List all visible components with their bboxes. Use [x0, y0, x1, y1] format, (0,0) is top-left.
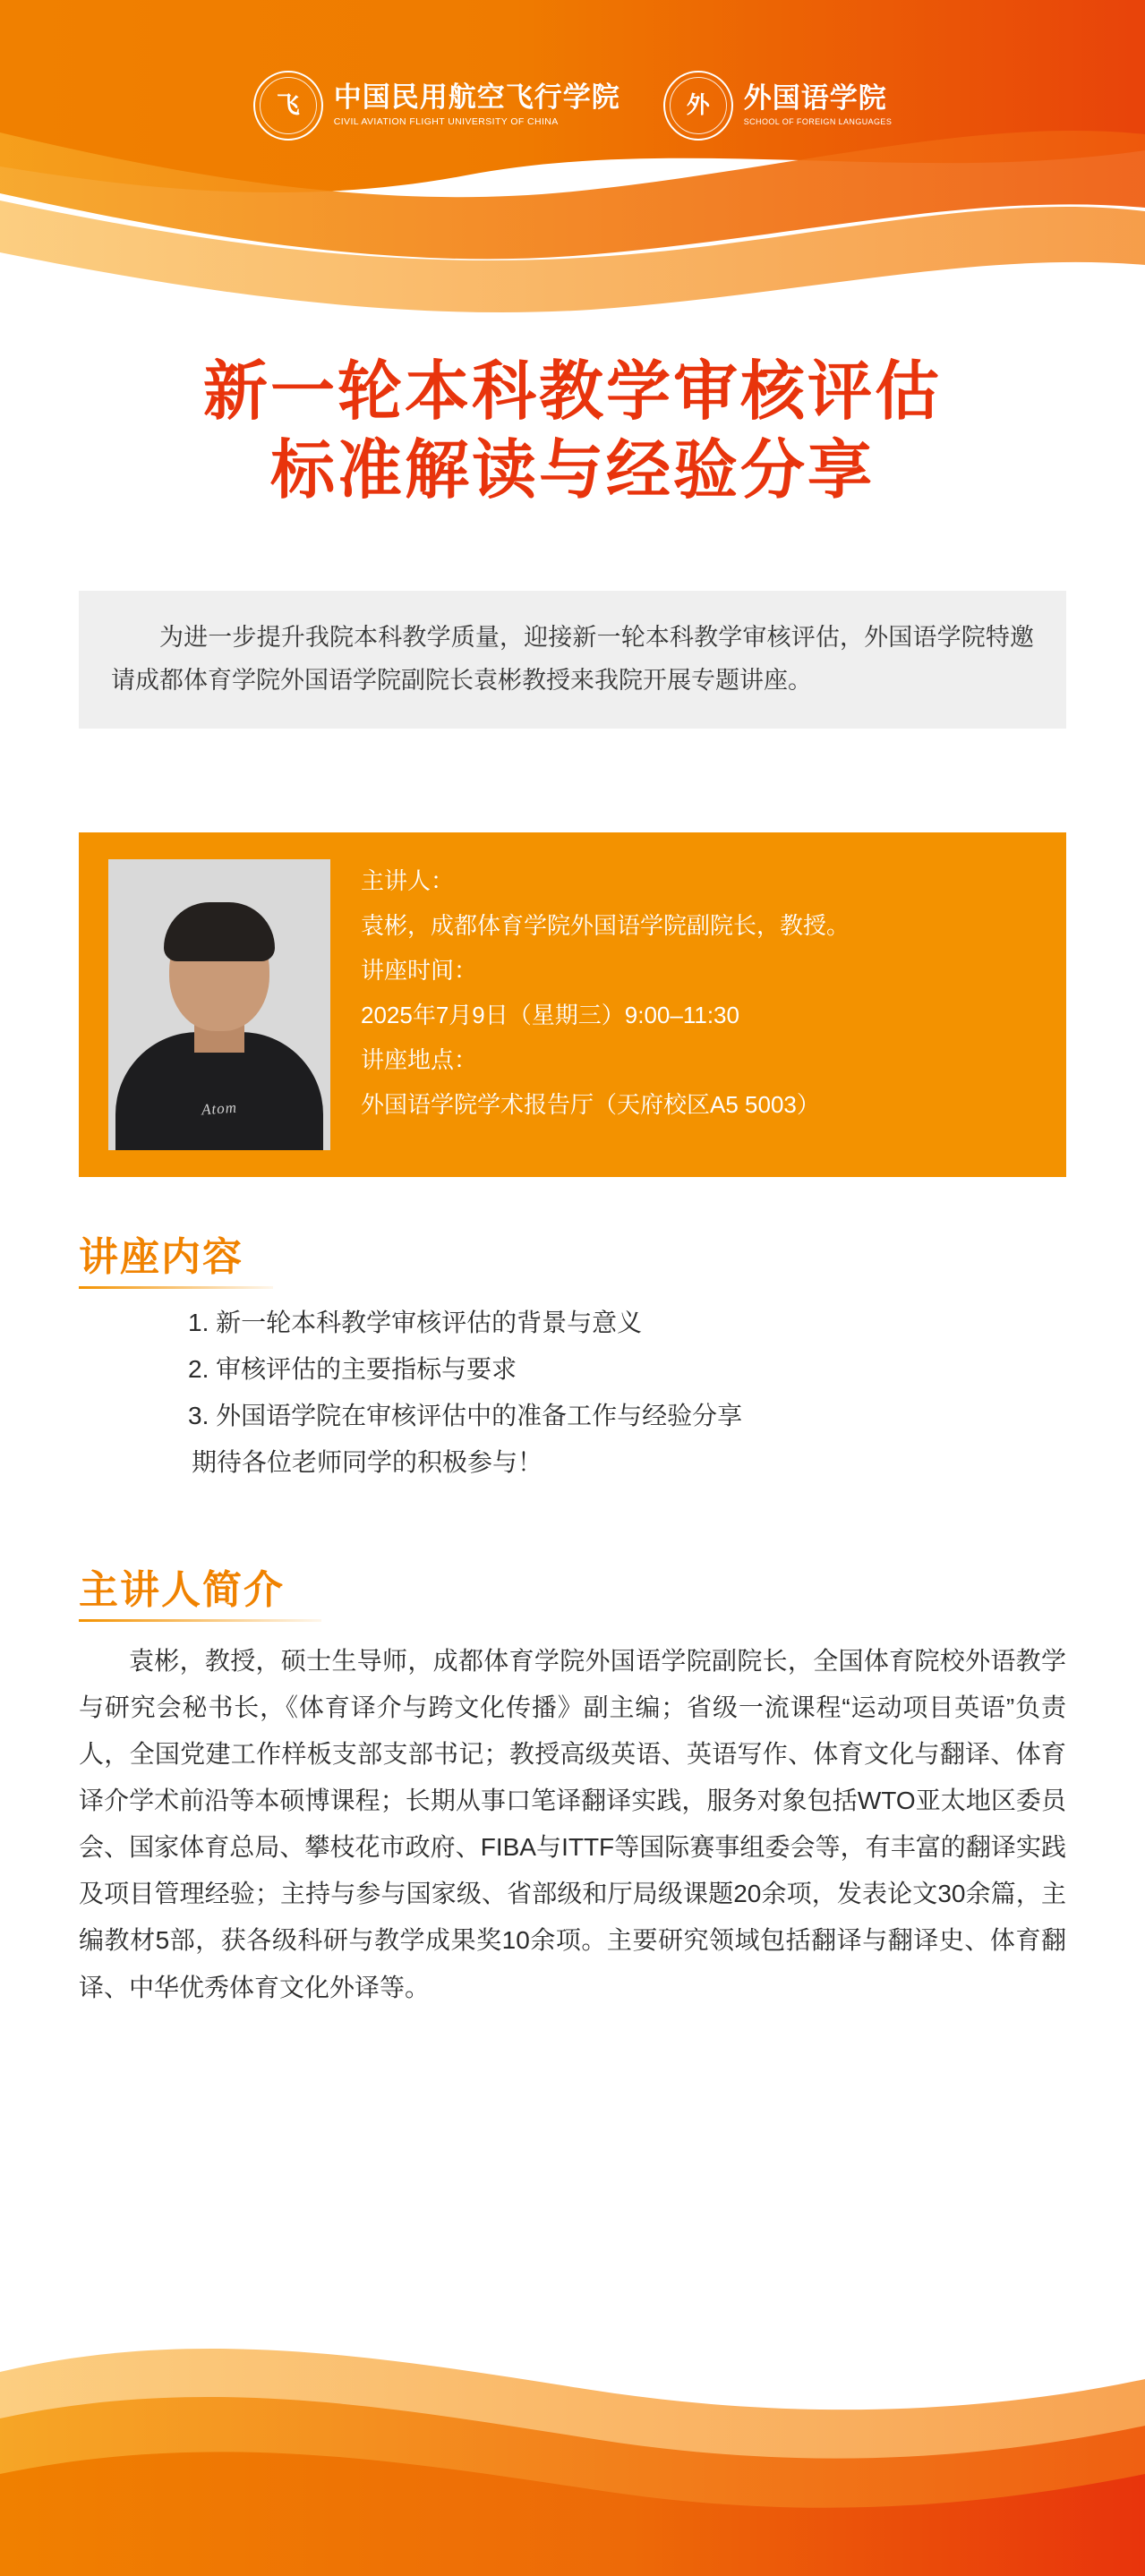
cafuc-logo-text [334, 81, 620, 128]
title-line-2: 标准解读与经验分享 [269, 434, 875, 507]
sfl-name-cn: 外国语学院 [743, 82, 887, 115]
cafuc-name-en: CIVIL AVIATION FLIGHT UNIVERSITY OF CHINA [333, 116, 559, 127]
top-decorative-band [0, 0, 1145, 331]
page-title [0, 354, 1145, 511]
logo-sfl [663, 71, 893, 141]
list-item: 2. 审核评估的主要指标与要求 [188, 1355, 517, 1384]
section-heading-content [79, 1224, 244, 1289]
speaker-biography: 袁彬，教授，硕士生导师，成都体育学院外国语学院副院长，全国体育院校外语教学与研究会秘书长，《体育译介与跨文化传播》副主编；省级一流课程“运动项目英语”负责人，全国党建工作样板支部支部书记；教授高级英语、英语写作、体育文化与翻译、体育译介学术前沿等本硕博课程；长期从事口笔译翻译实践，服务对象包括WTO亚太地区委员会、国家体育总局、攀枝花市政府、FIBA与ITTF等国际赛事组委会等，有丰富的翻译实践及项目管理经验；主持与参与国家级、省部级和厅局级课题20余项，发表论文30余篇，主编教材5部，获各级科研与教学成果奖10余项。主要研究领域包括翻译与翻译史、体育翻译、中华优秀体育文化外译等。 [79, 1647, 1066, 2001]
bottom-decorative-band [0, 2039, 1145, 2576]
speaker-info-box [79, 832, 1066, 1177]
list-item: 1. 新一轮本科教学审核评估的背景与意义 [188, 1309, 643, 1336]
speaker-portrait [108, 859, 330, 1150]
sfl-seal-icon [663, 71, 733, 141]
cafuc-seal-icon [253, 71, 323, 141]
cafuc-seal-glyph: 飞 [276, 91, 300, 118]
speaker-details [361, 859, 850, 1127]
speaker-line-4: 2025年7月9日（星期三）9:00–11:30 [361, 1001, 739, 1028]
list-item: 3. 外国语学院在审核评估中的准备工作与经验分享 [188, 1402, 743, 1430]
sfl-name-en: SCHOOL OF FOREIGN LANGUAGES [743, 116, 893, 126]
speaker-line-3: 讲座时间： [361, 956, 478, 984]
intro-text: 为进一步提升我院本科教学质量，迎接新一轮本科教学审核评估，外国语学院特邀请成都体育学院外国语学院副院长袁彬教授来我院开展专题讲座。 [111, 624, 1034, 695]
section-heading-content-label: 讲座内容 [79, 1224, 244, 1289]
logo-cafuc [253, 71, 620, 141]
speaker-line-2: 袁彬，成都体育学院外国语学院副院长，教授。 [361, 911, 850, 939]
lecture-closing-note: 期待各位老师同学的积极参与！ [192, 1448, 543, 1477]
title-line-1: 新一轮本科教学审核评估 [202, 356, 942, 428]
section-heading-bio-label: 主讲人简介 [79, 1557, 285, 1622]
speaker-line-6: 外国语学院学术报告厅（天府校区A5 5003） [361, 1090, 820, 1118]
speaker-line-5: 讲座地点： [361, 1045, 478, 1073]
sfl-seal-glyph: 外 [686, 91, 710, 118]
sfl-logo-text [744, 82, 893, 127]
portrait-shirt-text: Atom [201, 1098, 238, 1119]
logo-row [0, 63, 1145, 148]
speaker-line-1: 主讲人： [361, 867, 455, 894]
intro-box [79, 591, 1066, 729]
cafuc-name-cn: 中国民用航空飞行学院 [333, 81, 620, 114]
lecture-content-list [188, 1300, 1083, 1486]
section-heading-bio [79, 1557, 285, 1622]
